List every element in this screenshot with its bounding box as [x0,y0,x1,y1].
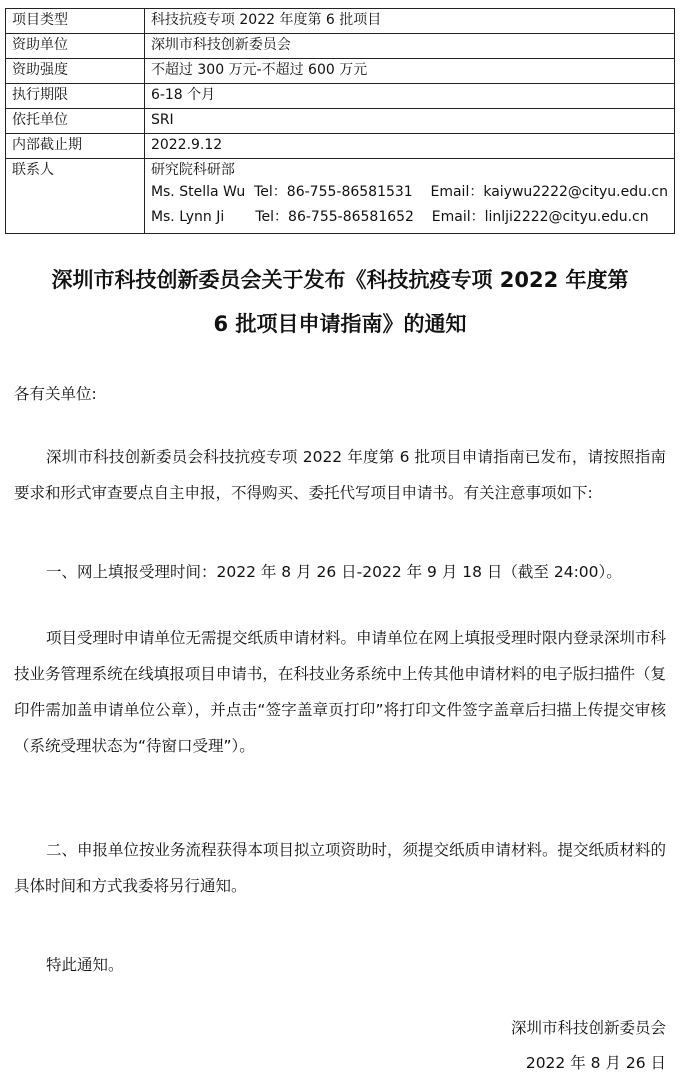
contact-value [144,159,674,234]
table-row [6,84,675,109]
contact-dept: 研究院科研部 [150,162,235,178]
table-row [6,9,675,34]
project-type-value: 科技抗疫专项 2022 年度第 6 批项目 [144,9,674,34]
notice-title-line1: 深圳市科技创新委员会关于发布《科技抗疫专项 2022 年度第 [51,268,629,292]
table-row [6,59,675,84]
internal-deadline-label: 内部截止期 [6,134,145,159]
duration-label: 执行期限 [6,84,145,109]
host-unit-value: SRI [144,109,674,134]
funding-unit-value: 深圳市科技创新委员会 [144,34,674,59]
duration-value: 6-18 个月 [144,84,674,109]
table-row [6,34,675,59]
table-row [6,159,675,234]
internal-deadline-value: 2022.9.12 [144,134,674,159]
funding-amount-label: 资助强度 [6,59,145,84]
table-row [6,134,675,159]
paragraph-submission-time: 一、网上填报受理时间：2022 年 8 月 26 日-2022 年 9 月 18 日（截至 24:00）。 [46,563,622,581]
funding-unit-label: 资助单位 [6,34,145,59]
host-unit-label: 依托单位 [6,109,145,134]
signature-org: 深圳市科技创新委员会 [510,1019,666,1037]
contact-stella-wu: Ms. Stella Wu Tel：86-755-86581531 Email：kaiywu2222@cityu.edu.cn [150,184,668,200]
signature-date: 2022 年 8 月 26 日 [525,1054,666,1072]
project-type-label: 项目类型 [6,9,145,34]
contact-lynn-ji: Ms. Lynn Ji Tel：86-755-86581652 Email：linlji2222@cityu.edu.cn [150,209,649,225]
contact-label: 联系人 [6,159,145,234]
notice-title-line2: 6 批项目申请指南》的通知 [213,312,467,336]
paragraph-online-submission: 项目受理时申请单位无需提交纸质申请材料。申请单位在网上填报受理时限内登录深圳市科技业务管理系统在线填报项目申请书，在科技业务系统中上传其他申请材料的电子版扫描件（复印件需加盖申请单位公章），并点击“签字盖章页打印”将打印文件签字盖章后扫描上传提交审核（系统受理状态为“待窗口受理”）。 [14,629,667,755]
paragraph-paper-materials: 二、申报单位按业务流程获得本项目拟立项资助时，须提交纸质申请材料。提交纸质材料的具体时间和方式我委将另行通知。 [14,841,667,895]
salutation: 各有关单位: [14,385,97,403]
closing-remark: 特此通知。 [46,956,124,974]
paragraph-intro: 深圳市科技创新委员会科技抗疫专项 2022 年度第 6 批项目申请指南已发布，请按照指南要求和形式审查要点自主申报，不得购买、委托代写项目申请书。有关注意事项如下: [14,448,666,502]
funding-amount-value: 不超过 300 万元-不超过 600 万元 [144,59,674,84]
project-info-table [5,8,675,234]
notice-title [0,258,680,346]
table-row [6,109,675,134]
